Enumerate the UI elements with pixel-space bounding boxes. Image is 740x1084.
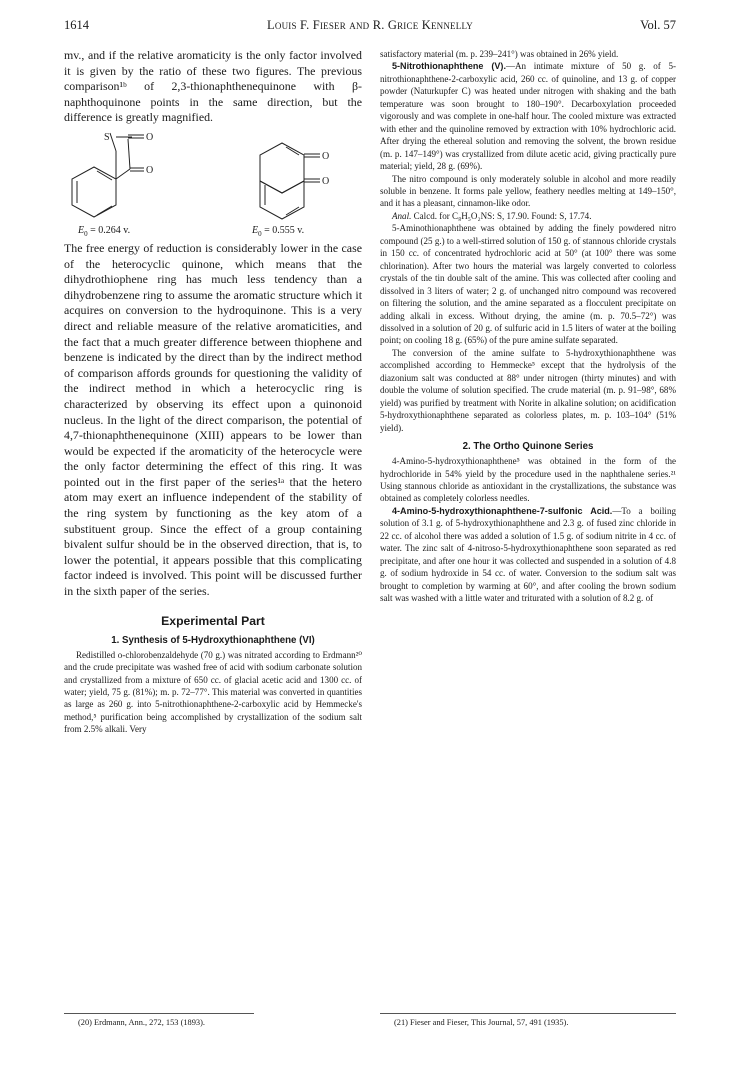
svg-text:O: O <box>322 150 330 162</box>
footnote-20: (20) Erdmann, Ann., 272, 153 (1893). <box>64 1013 254 1027</box>
naphthoquinone-structure <box>260 143 320 219</box>
subsection-heading-1: 1. Synthesis of 5-Hydroxythionaphthene (VI) <box>111 634 315 646</box>
right-paragraph-8: 4-Amino-5-hydroxythionaphthene-7-sulfonic Acid.—To a boiling solution of 3.1 g. of 5-hydroxythionaphthene and 2.3 g. of fused zinc chloride in 22 cc. of alcohol there was added a solution of 1.5 g. of sodium nitrite in 4 cc. of water. The zinc salt of 4-nitroso-5-hydroxythionaphthene soon separated as red precipitate, and after one hour it was collected and suspended in a solution of 4.8 g. of sodium hydroxide in 54 cc. of water. Conversion to the sodium salt was brought to completion by warming at 60°, and after cooling the brown sodium salt was washed with a little water and triturated with a solution of 8.2 g. of <box>380 505 676 604</box>
left-column <box>64 48 362 736</box>
right-paragraph-7: 4-Amino-5-hydroxythionaphthene⁵ was obtained in the form of the hydrochloride in 54% yield by the procedure used in the naphthalene series.²¹ Using stannous chloride as antioxidant in the crystallizations, the substance was obtained as completely colorless needles. <box>380 456 676 504</box>
right-paragraph-5: 5-Aminothionaphthene was obtained by adding the finely powdered nitro compound (25 g.) to a well-stirred solution of 150 g. of stannous chloride crystals in 150 cc. of concentrated hydrochloric acid at 50° (at 100° there was some chlorination). After two hours the material was largely converted to colorless crystals of the tin double salt of the amine. This was collected after cooling and dissolved in 3 liters of water; 2 g. of unchanged nitro compound was recovered on filtering the solution, and the amine separated as a flocculent precipitate on adding alkali in excess. Without drying, the amine (m. p. 70.5–72°) was dissolved in a solution of 20 g. of sulfuric acid in 1.5 liters of water at the boiling point; on cooling 18 g. (65%) of the pure amine sulfate separated. <box>380 223 676 346</box>
running-header <box>64 18 676 38</box>
svg-text:O: O <box>322 175 330 187</box>
thionaphthenequinone-potential: $E_0 = 0.264$ v. <box>78 224 131 238</box>
right-column <box>380 48 676 604</box>
subsection-heading-2: 2. The Ortho Quinone Series <box>462 441 594 453</box>
svg-text:O: O <box>146 164 154 176</box>
footnote-21: (21) Fieser and Fieser, This Journal, 57, 491 (1935). <box>380 1013 676 1027</box>
page-number: 1614 <box>64 18 89 32</box>
left-paragraph-3: Redistilled o-chlorobenzaldehyde (70 g.) was nitrated according to Erdmann²⁰ and the crude precipitate was washed free of acid with sodium carbonate solution and crystallized from a mixture of 650 cc. of glacial acetic acid and 1300 cc. of water; yield, 75 g. (81%); m. p. 72–77°. This material was converted in quantities as large as 260 g. into 5-nitrothionaphthene-2-carboxylic acid by Hemmecke's method,⁵ purification being accomplished by crystallization of the sodium salt from 2.5% alkali. Very <box>64 649 362 735</box>
right-paragraph-1: satisfactory material (m. p. 239–241°) was obtained in 26% yield. <box>380 49 619 59</box>
right-paragraph-6: The conversion of the amine sulfate to 5-hydroxythionaphthene was accomplished according to Hemmecke⁵ except that the hydrolysis of the diazonium salt was conducted at 88° under nitrogen (thirty minutes) and with double the volume of solution specified. The crude material (m. p. 91–98°, 68% yield) was purified by treatment with Norite in alkaline solution; on acidification 5-hydroxythionaphthene separated as colorless plates, m. p. 103–104° (51% yield). <box>380 347 676 433</box>
svg-text:O: O <box>146 131 154 143</box>
left-paragraph-1: mv., and if the relative aromaticity is the only factor involved it is given by the ratio of these two figures. The previous comparison¹ᵇ of 2,3-thionaphthenequinone with β-naphthoquinone points in the same direction, but the difference is greatly magnified. <box>64 48 362 125</box>
naphthoquinone-potential: $E_0 = 0.555$ v. <box>252 224 305 238</box>
left-paragraph-2: The free energy of reduction is considerably lower in the case of the heterocyclic quinone, which means that the dihydrothiophene ring has much less tendency than a dihydrobenzene ring to assume the aromatic structure which it acquires on conversion to the hydroquinone. This is a very direct and reliable measure of the relative aromaticities, and the fact that a much greater difference between thiophene and benzene is indicated by the direct than by the indirect method of comparison affords grounds for questioning the validity of the indirect method in which a heterocyclic ring is characterized by observing its effect upon a quinonoid nucleus. In the light of the direct comparison, the potential of 4,7-thionaphthenequinone (XIII) appears to be lower than would be expected if the aromaticity of the heterocycle were the only factor determining the effect of this ring. It was pointed out in the first paper of the series¹ᵃ that the hetero atom may exert an influence independent of the stability of the ring system by functioning as the key atom of a substituent group. Since the effect of a group containing bivalent sulfur should be in the observed direction, that is, to lower the potential, it appears possible that this complicating factor indeed is involved. This point will be discussed further in the sixth paper of the series. <box>64 240 362 599</box>
right-paragraph-analysis: Anal. Calcd. for C₈H₅O₂NS: S, 17.90. Found: S, 17.74. <box>392 210 592 221</box>
section-heading: Experimental Part <box>161 613 265 628</box>
structure-drawings <box>64 129 362 225</box>
quinone-structures <box>64 129 362 239</box>
volume-label: Vol. 57 <box>640 18 676 32</box>
run-in-heading-sulfonic: 4-Amino-5-hydroxythionaphthene-7-sulfonic Acid. <box>392 505 613 516</box>
right-paragraph-2: 5-Nitrothionaphthene (V).—An intimate mixture of 50 g. of 5-nitrothionaphthene-2-carboxylic acid, 260 cc. of quinoline, and 13 g. of copper powder (Naturkupfer C) was heated under nitrogen with shaking and the bath temperature was soon brought to 180–190°. Decarboxylation proceeded vigorously and was complete in one-half hour. The cooled mixture was extracted with ether and the quinoline removed by extraction with 10% hydrochloric acid. After drying the ethereal solution and removing the solvent, the brown residue (m. p. 147–149°) was crystallized from dilute acetic acid, giving practically pure material; yield, 28 g. (69%). <box>380 61 676 172</box>
run-in-heading-nitro: 5-Nitrothionaphthene (V). <box>392 61 506 72</box>
running-authors: Louis F. Fieser and R. Grice Kennelly <box>267 18 473 32</box>
sulfur-atom: S <box>104 131 110 143</box>
thionaphthenequinone-structure <box>72 133 144 217</box>
right-paragraph-3: The nitro compound is only moderately soluble in alcohol and more readily soluble in benzene. It forms pale yellow, feathery needles melting at 149–150°, and it has a pleasant, cinnamon-like odor. <box>380 173 676 209</box>
